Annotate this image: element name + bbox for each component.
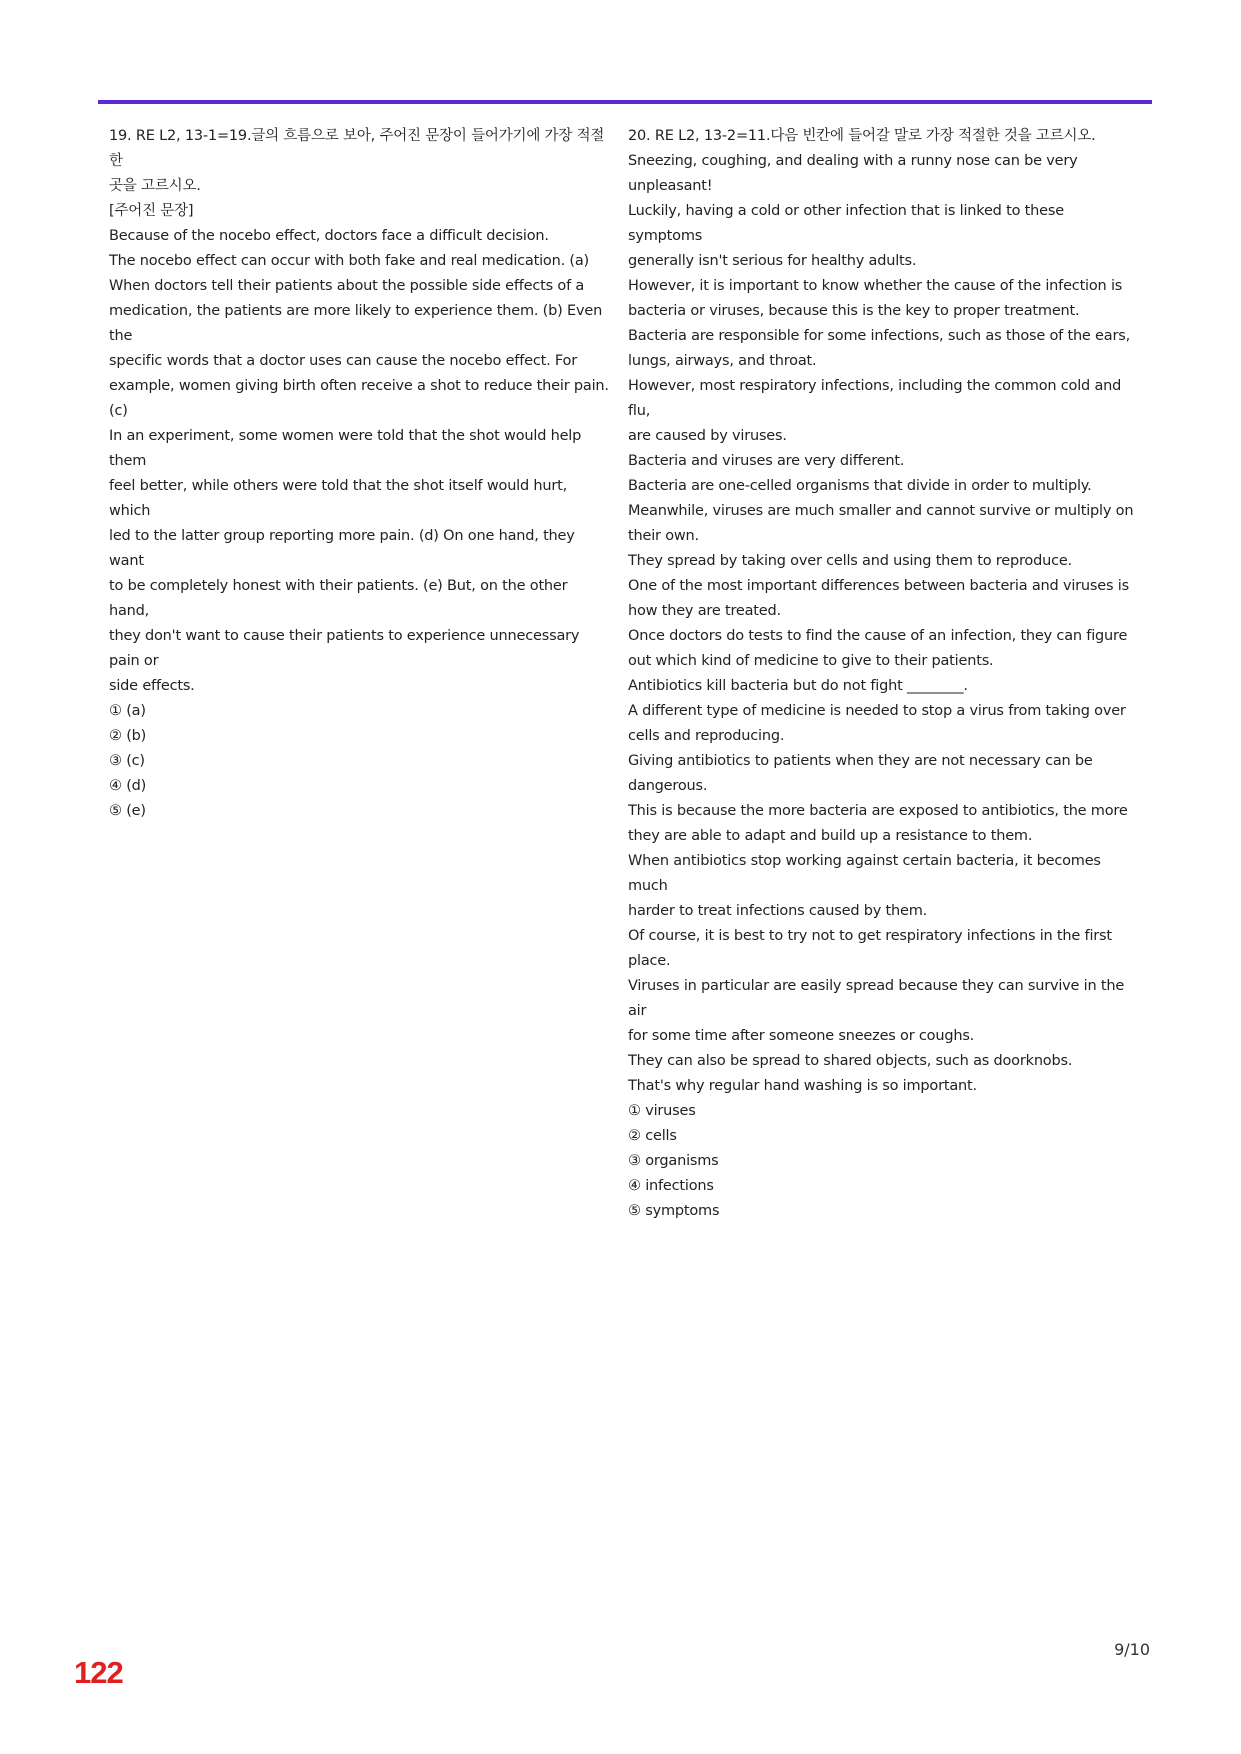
q20-line: Viruses in particular are easily spread because they can survive in the air — [628, 978, 1129, 1019]
q19-line: ③ (c) — [109, 753, 145, 769]
q20-line: bacteria or viruses, because this is the key to proper treatment. — [628, 303, 1080, 319]
q19-line: Because of the nocebo effect, doctors face a difficult decision. — [109, 228, 549, 244]
q20-line: Bacteria are one-celled organisms that divide in order to multiply. — [628, 478, 1092, 494]
q20-line: This is because the more bacteria are exposed to antibiotics, the more — [628, 803, 1128, 819]
q20-line: Antibiotics kill bacteria but do not fight ________. — [628, 678, 968, 694]
q19-line: medication, the patients are more likely to experience them. (b) Even the — [109, 303, 607, 344]
q20-line: generally isn't serious for healthy adults. — [628, 253, 917, 269]
q20-line: 20. RE L2, 13-2=11.다음 빈칸에 들어갈 말로 가장 적절한 것을 고르시오. — [628, 128, 1096, 144]
q20-line: how they are treated. — [628, 603, 781, 619]
q20-line: ① viruses — [628, 1103, 696, 1119]
q20-line: lungs, airways, and throat. — [628, 353, 817, 369]
q20-line: their own. — [628, 528, 699, 544]
q20-line: for some time after someone sneezes or coughs. — [628, 1028, 975, 1044]
q19-line: feel better, while others were told that the shot itself would hurt, which — [109, 478, 572, 519]
q20-line: Meanwhile, viruses are much smaller and cannot survive or multiply on — [628, 503, 1134, 519]
q19-line: 19. RE L2, 13-1=19.글의 흐름으로 보아, 주어진 문장이 들어가기에 가장 적절한 — [109, 128, 605, 169]
q19-line: to be completely honest with their patients. (e) But, on the other hand, — [109, 578, 572, 619]
q20-line: ④ infections — [628, 1178, 714, 1194]
q19-line: When doctors tell their patients about the possible side effects of a — [109, 278, 585, 294]
q19-line: In an experiment, some women were told that the shot would help them — [109, 428, 586, 469]
q20-line: Luckily, having a cold or other infection that is linked to these symptoms — [628, 203, 1069, 244]
q20-line: Once doctors do tests to find the cause of an infection, they can figure — [628, 628, 1128, 644]
question-20 — [628, 124, 1138, 1224]
q20-line: ② cells — [628, 1128, 677, 1144]
folio-number: 122 — [74, 1655, 123, 1690]
q19-line: example, women giving birth often receive a shot to reduce their pain. (c) — [109, 378, 614, 419]
q20-line: Sneezing, coughing, and dealing with a runny nose can be very — [628, 153, 1078, 169]
q19-line: ⑤ (e) — [109, 803, 146, 819]
page-number: 9/10 — [1114, 1640, 1150, 1659]
q20-line: harder to treat infections caused by them. — [628, 903, 928, 919]
q20-line: That's why regular hand washing is so important. — [628, 1078, 977, 1094]
q19-line: specific words that a doctor uses can cause the nocebo effect. For — [109, 353, 577, 369]
q20-line: unpleasant! — [628, 178, 713, 194]
q20-line: dangerous. — [628, 778, 708, 794]
q19-line: side effects. — [109, 678, 195, 694]
q19-line: ② (b) — [109, 728, 147, 744]
q20-line: They can also be spread to shared objects, such as doorknobs. — [628, 1053, 1073, 1069]
q20-line: are caused by viruses. — [628, 428, 787, 444]
question-19 — [109, 124, 614, 824]
q19-line: led to the latter group reporting more pain. (d) On one hand, they want — [109, 528, 580, 569]
q19-line: ④ (d) — [109, 778, 147, 794]
q20-line: ③ organisms — [628, 1153, 719, 1169]
q20-line: Of course, it is best to try not to get respiratory infections in the first place. — [628, 928, 1117, 969]
q20-line: Giving antibiotics to patients when they are not necessary can be — [628, 753, 1093, 769]
q20-line: ⑤ symptoms — [628, 1203, 720, 1219]
q19-line: The nocebo effect can occur with both fake and real medication. (a) — [109, 253, 590, 269]
q20-line: Bacteria and viruses are very different. — [628, 453, 905, 469]
q20-line: they are able to adapt and build up a resistance to them. — [628, 828, 1033, 844]
q20-line: cells and reproducing. — [628, 728, 785, 744]
q20-line: Bacteria are responsible for some infections, such as those of the ears, — [628, 328, 1130, 344]
q19-line: 곳을 고르시오. — [109, 178, 201, 194]
q19-line: ① (a) — [109, 703, 146, 719]
q20-line: out which kind of medicine to give to their patients. — [628, 653, 994, 669]
q19-line: they don't want to cause their patients to experience unnecessary pain or — [109, 628, 584, 669]
q19-line: [주어진 문장] — [109, 203, 194, 219]
header-rule — [98, 100, 1152, 104]
q20-line: A different type of medicine is needed to stop a virus from taking over — [628, 703, 1126, 719]
q20-line: One of the most important differences between bacteria and viruses is — [628, 578, 1129, 594]
q20-line: However, most respiratory infections, including the common cold and flu, — [628, 378, 1126, 419]
q20-line: They spread by taking over cells and using them to reproduce. — [628, 553, 1072, 569]
q20-line: When antibiotics stop working against certain bacteria, it becomes much — [628, 853, 1106, 894]
q20-line: However, it is important to know whether the cause of the infection is — [628, 278, 1123, 294]
